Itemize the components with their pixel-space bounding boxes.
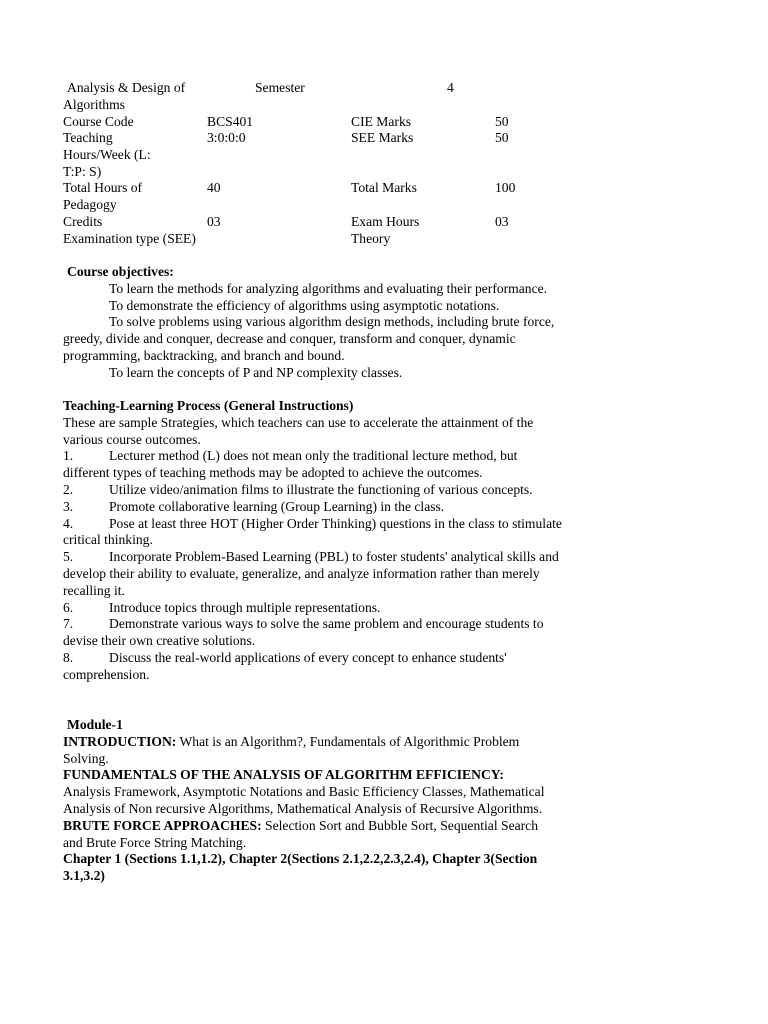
list-item: 2. Utilize video/animation films to illustrate the functioning of various concepts. <box>63 481 533 497</box>
list-item: 6. Introduce topics through multiple representations. <box>63 599 381 615</box>
course-title: Analysis & Design of <box>67 80 186 95</box>
module-fundamentals-text: Analysis Framework, Asymptotic Notations and Basic Efficiency Classes, Mathematical <box>63 784 545 800</box>
semester-value: 4 <box>447 80 454 95</box>
module-fundamentals-text: Analysis of Non recursive Algorithms, Mathematical Analysis of Recursive Algorithms. <box>63 800 543 816</box>
list-item: 8. Discuss the real-world applications of every concept to enhance students' <box>63 649 507 665</box>
teaching-learning-process <box>63 398 663 684</box>
tlp-intro: various course outcomes. <box>63 431 201 447</box>
list-item-cont: comprehension. <box>63 666 150 682</box>
tlp-heading: Teaching-Learning Process (General Instructions) <box>63 398 354 413</box>
list-item-cont: different types of teaching methods may be adopted to achieve the outcomes. <box>63 465 483 481</box>
objective-item-cont: programming, backtracking, and branch and bound. <box>63 347 345 363</box>
module-brute-force-cont: and Brute Force String Matching. <box>63 834 247 850</box>
see-marks-value: 50 <box>495 130 509 145</box>
list-item-cont: critical thinking. <box>63 532 153 548</box>
cie-marks-label: CIE Marks <box>351 114 412 129</box>
module-title: Module-1 <box>67 717 123 732</box>
exam-type-value: Theory <box>351 231 391 246</box>
list-item-cont: devise their own creative solutions. <box>63 633 256 649</box>
tlp-intro: These are sample Strategies, which teachers can use to accelerate the attainment of the <box>63 414 534 430</box>
teaching-hours-label-3: T:P: S) <box>63 164 102 179</box>
objective-item: To learn the concepts of P and NP complexity classes. <box>109 364 403 380</box>
module-fundamentals-heading: FUNDAMENTALS OF THE ANALYSIS OF ALGORITHM EFFICIENCY: <box>63 767 504 783</box>
course-code-label: Course Code <box>63 114 134 129</box>
exam-type-label: Examination type (SEE) <box>63 231 196 246</box>
total-hours-label: Total Hours of <box>63 180 143 195</box>
total-hours-label-2: Pedagogy <box>63 197 117 212</box>
objective-item: To learn the methods for analyzing algorithms and evaluating their performance. <box>109 280 548 296</box>
course-title-cont: Algorithms <box>63 96 125 112</box>
list-item: 3. Promote collaborative learning (Group Learning) in the class. <box>63 498 445 514</box>
total-hours-value: 40 <box>207 180 221 195</box>
list-item-cont: develop their ability to evaluate, generalize, and analyze information rather than merely <box>63 565 540 581</box>
list-item: 4. Pose at least three HOT (Higher Order Thinking) questions in the class to stimulate <box>63 515 562 531</box>
module-brute-force: BRUTE FORCE APPROACHES: Selection Sort and Bubble Sort, Sequential Search <box>63 817 538 833</box>
module-1 <box>63 717 663 885</box>
course-code-value: BCS401 <box>207 114 254 129</box>
teaching-hours-label: Teaching <box>63 130 113 145</box>
objective-item: To solve problems using various algorithm design methods, including brute force, <box>109 314 555 330</box>
see-marks-label: SEE Marks <box>351 130 414 145</box>
exam-hours-value: 03 <box>495 214 509 229</box>
list-item: 7. Demonstrate various ways to solve the same problem and encourage students to <box>63 616 544 632</box>
list-item: 5. Incorporate Problem-Based Learning (PBL) to foster students' analytical skills and <box>63 549 559 565</box>
exam-hours-label: Exam Hours <box>351 214 420 229</box>
total-marks-label: Total Marks <box>351 180 417 195</box>
semester-label: Semester <box>255 80 305 95</box>
teaching-hours-label-2: Hours/Week (L: <box>63 147 151 162</box>
module-chapters-cont: 3.1,3.2) <box>63 868 105 884</box>
list-item-cont: recalling it. <box>63 582 125 598</box>
teaching-hours-value: 3:0:0:0 <box>207 130 246 145</box>
credits-label: Credits <box>63 214 103 229</box>
objective-item-cont: greedy, divide and conquer, decrease and conquer, transform and conquer, dynamic <box>63 331 516 347</box>
total-marks-value: 100 <box>495 180 516 195</box>
list-item: 1. Lecturer method (L) does not mean only the traditional lecture method, but <box>63 448 518 464</box>
module-intro: INTRODUCTION: What is an Algorithm?, Fundamentals of Algorithmic Problem <box>63 733 520 749</box>
objectives-heading: Course objectives: <box>67 264 174 279</box>
course-objectives <box>63 264 663 382</box>
cie-marks-value: 50 <box>495 114 509 129</box>
credits-value: 03 <box>207 214 221 229</box>
module-chapters: Chapter 1 (Sections 1.1,1.2), Chapter 2(Sections 2.1,2.2,2.3,2.4), Chapter 3(Section <box>63 851 538 867</box>
objective-item: To demonstrate the efficiency of algorithms using asymptotic notations. <box>109 297 500 313</box>
module-intro-cont: Solving. <box>63 750 109 766</box>
